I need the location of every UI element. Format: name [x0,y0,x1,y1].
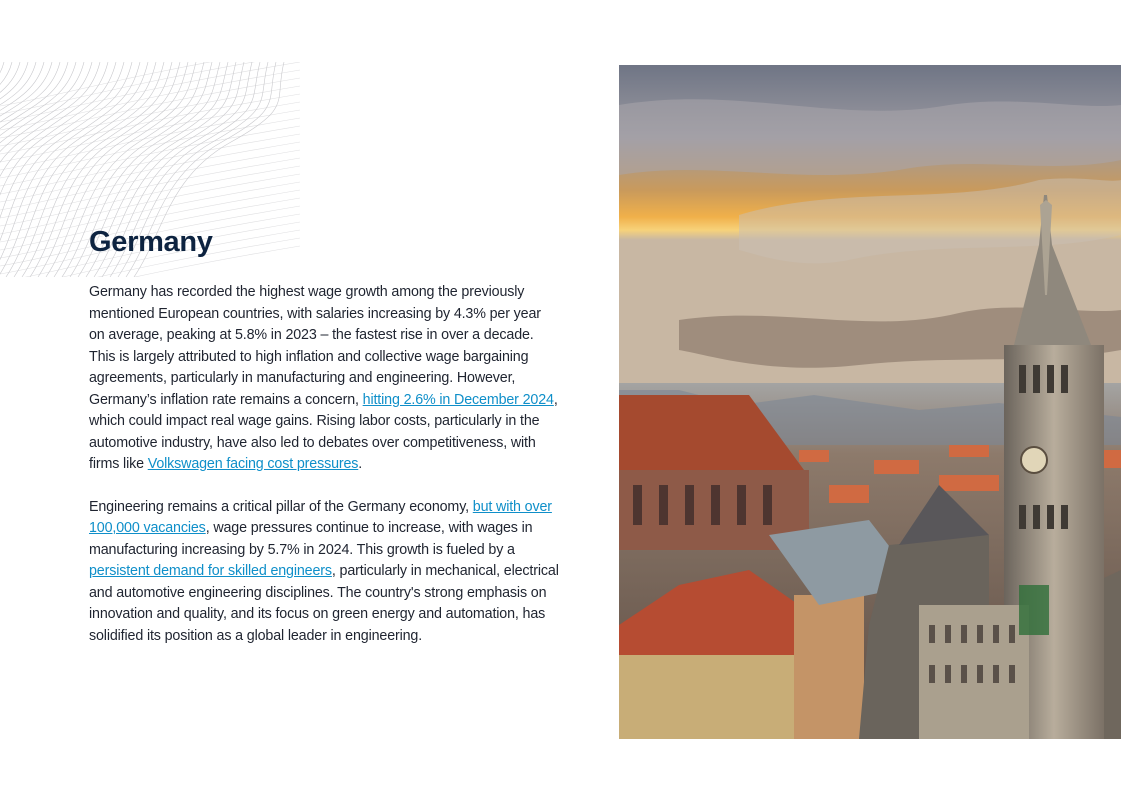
paragraph-text: , which could impact real wage gains. Rising labor costs, particularly in the automotive industry, have also led to debates over competitiveness, with firms like [89,391,558,472]
paragraph-text: Engineering remains a critical pillar of the Germany economy, [89,498,473,515]
paragraph-text: Germany has recorded the highest wage growth among the previously mentioned European countries, with salaries increasing by 4.3% per year on average, peaking at 5.8% in 2023 – the fastest rise in over a decade. This is largely attributed to high inflation and collective wage bargaining agreements, particularly in manufacturing and engineering. However, Germany’s inflation rate remains a concern, [89,284,541,408]
skilled-engineers-link[interactable]: persistent demand for skilled engineers [89,563,332,579]
vacancies-link[interactable]: but with over 100,000 vacancies [89,498,552,536]
volkswagen-link[interactable]: Volkswagen facing cost pressures [147,456,359,472]
cityscape-illustration [619,65,1121,739]
paragraph-engineering [89,497,559,648]
paragraph-text: , wage pressures continue to increase, with wages in manufacturing increasing by 5.7% in 2024. This growth is fueled by a [89,520,533,558]
inflation-link[interactable]: hitting 2.6% in December 2024 [362,391,554,408]
paragraph-text: . [358,456,363,472]
article-section [89,222,559,668]
munich-cityscape-photo [619,65,1121,739]
paragraph-wage-growth [89,282,559,476]
section-title: Germany [89,226,213,258]
paragraph-text: , particularly in mechanical, electrical and automotive engineering disciplines. The country's strong emphasis on innovation and quality, and its focus on green energy and automation, has solidified its position as a global leader in engineering. [89,563,559,644]
